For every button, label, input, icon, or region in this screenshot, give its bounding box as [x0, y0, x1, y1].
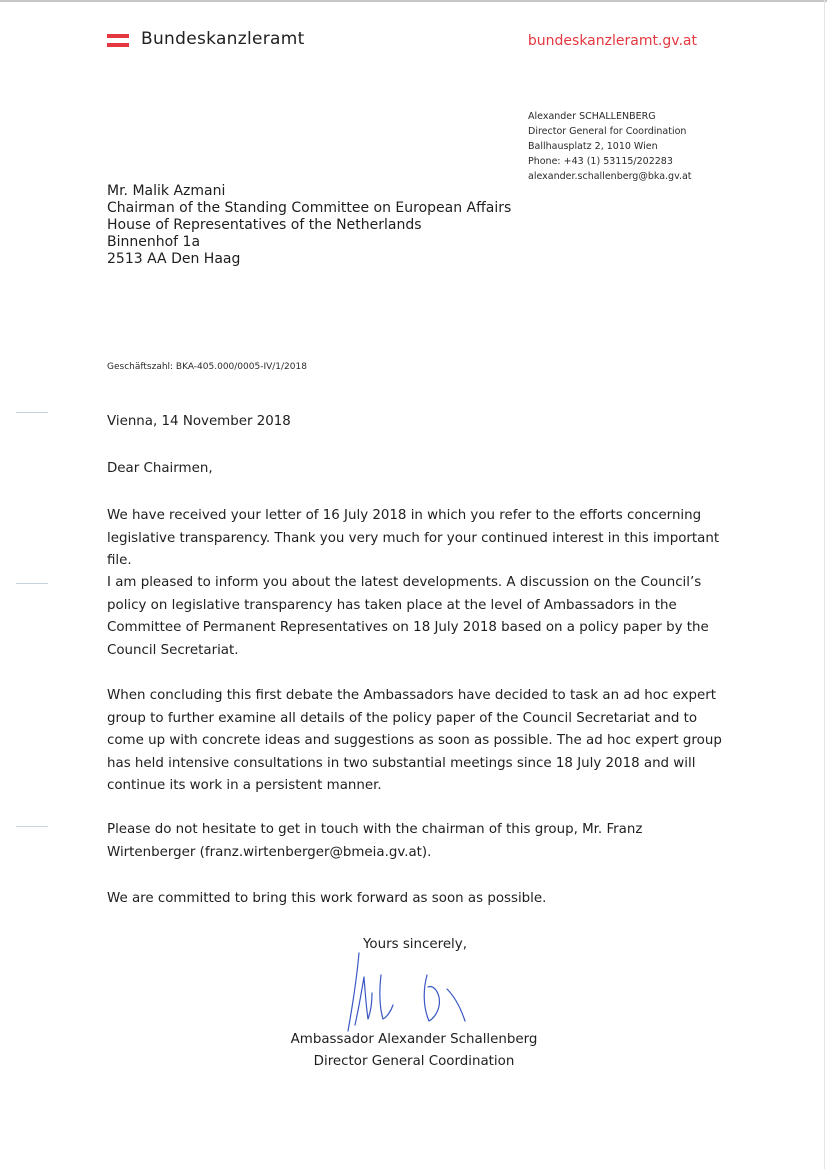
signer-block: [270, 1029, 558, 1073]
closing: Yours sincerely,: [363, 937, 467, 952]
recipient-line: House of Representatives of the Netherlands: [107, 217, 422, 233]
recipient-line: Binnenhof 1a: [107, 234, 201, 250]
signature-stroke: [447, 989, 465, 1021]
salutation: Dear Chairmen,: [107, 461, 213, 476]
signature-stroke: [348, 953, 359, 1031]
fold-mark: [16, 412, 48, 413]
sender-phone: Phone: +43 (1) 53115/202283: [528, 156, 673, 167]
reference-number: Geschäftszahl: BKA-405.000/0005-IV/1/2018: [107, 362, 307, 372]
sender-address: Ballhausplatz 2, 1010 Wien: [528, 141, 658, 152]
fold-mark: [16, 826, 48, 827]
scan-top-edge: [0, 0, 827, 2]
recipient-line: Mr. Malik Azmani: [107, 183, 226, 199]
austrian-flag-icon: [107, 34, 129, 38]
sender-block: [528, 109, 692, 184]
sender-name: Alexander SCHALLENBERG: [528, 111, 656, 122]
date-line: Vienna, 14 November 2018: [107, 414, 291, 429]
recipient-address: [107, 183, 511, 268]
body-paragraph: When concluding this first debate the Ambassadors have decided to task an ad hoc expert group to further examine all details of the policy paper of the Council Secretariat and to come up with concrete ideas and suggestions as soon as possible. The ad hoc expert group has held intensive consultations in two substantial meetings since 18 July 2018 and will continue its work in a persistent manner.: [107, 688, 722, 793]
austrian-flag-icon: [107, 43, 129, 47]
signature-stroke: [424, 975, 439, 1021]
signer-title: Director General Coordination: [313, 1054, 515, 1069]
body-paragraph: We have received your letter of 16 July 2018 in which you refer to the efforts concerning legislative transparency. Thank you very much for your continued interest in this important file.: [107, 508, 720, 568]
organization-name: Bundeskanzleramt: [141, 29, 305, 49]
recipient-line: 2513 AA Den Haag: [107, 251, 241, 267]
signature-stroke: [355, 977, 372, 1025]
signature-strokes: [348, 953, 465, 1031]
body-paragraph: We are committed to bring this work forward as soon as possible.: [107, 891, 547, 906]
handwritten-signature: [335, 945, 475, 1035]
body-paragraph: Please do not hesitate to get in touch with the chairman of this group, Mr. Franz Wirtenberger (franz.wirtenberger@bmeia.gv.at).: [107, 822, 643, 860]
recipient-line: Chairman of the Standing Committee on European Affairs: [107, 200, 512, 216]
signer-name: Ambassador Alexander Schallenberg: [290, 1032, 538, 1047]
body-paragraph: I am pleased to inform you about the latest developments. A discussion on the Council’s policy on legislative transparency has taken place at the level of Ambassadors in the Committee of Permanent Representatives on 18 July 2018 based on a policy paper by the Council Secretariat.: [107, 575, 709, 658]
fold-mark: [16, 583, 48, 584]
website-link[interactable]: bundeskanzleramt.gv.at: [527, 33, 697, 49]
scan-right-edge: [824, 0, 825, 1169]
sender-title: Director General for Coordination: [528, 126, 687, 137]
sender-email[interactable]: alexander.schallenberg@bka.gv.at: [528, 171, 692, 182]
signature-stroke: [380, 975, 393, 1019]
